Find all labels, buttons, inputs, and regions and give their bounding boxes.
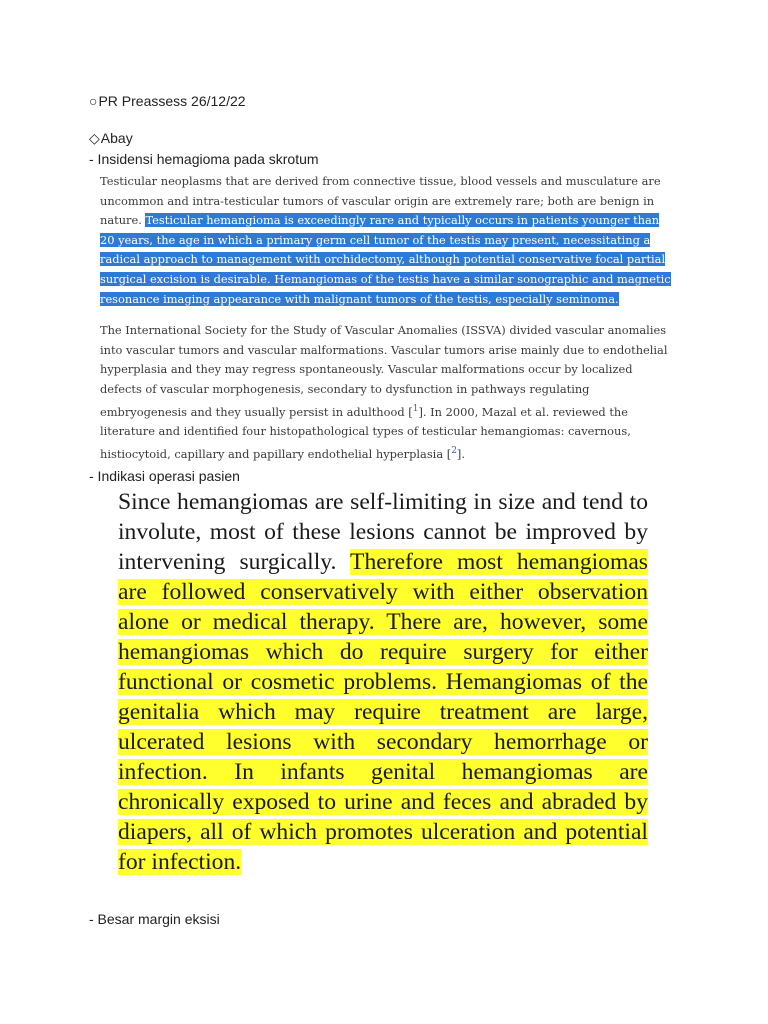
section-incidence: - Insidensi hemagioma pada skrotum — [89, 151, 319, 167]
author-name: Abay — [100, 130, 133, 146]
excerpt1-paragraph-1 — [100, 172, 675, 309]
author-line — [89, 130, 133, 147]
reference-1: 1 — [412, 403, 419, 414]
excerpt2-highlighted-text: Therefore most hemangiomas are followed conservatively with either observation alone or medical therapy. There are, however, some hemangiomas which do require surgery for either functional or cosmetic problems. Hemangiomas of the genitalia which may require treatment are large, ulcerated lesions with secondary hemorrhage or infection. In infants genital hemangiomas are chronically exposed to urine and feces and abraded by diapers, all of which promotes ulceration and potential for infection. — [118, 549, 648, 875]
excerpt1-paragraph-2 — [100, 321, 675, 464]
section-margin: - Besar margin eksisi — [89, 911, 220, 927]
excerpt1-plain-text: Testicular neoplasms that are derived from connective tissue, blood vessels and musculature are uncommon and intra-testicular tumors of vascular origin are extremely rare; both are benign in nature. — [100, 174, 661, 228]
page-title — [89, 93, 246, 109]
excerpt1-text-part-2: ]. In 2000, Mazal et al. reviewed the literature and identified four histopathological types of testicular hemangiomas: cavernous, histiocytoid, capillary and papillary endothelial hyperplasia [ — [100, 404, 631, 461]
excerpt-testicular-hemangioma — [100, 172, 675, 476]
reference-2: 2 — [451, 445, 457, 456]
excerpt-hemangioma-treatment — [118, 487, 648, 877]
section-indication: - Indikasi operasi pasien — [89, 468, 240, 484]
diamond-bullet-icon: ◇ — [89, 130, 100, 146]
excerpt1-text-part-3: ]. — [456, 446, 465, 461]
title-text: PR Preassess 26/12/22 — [98, 93, 246, 109]
circle-bullet-icon: ○ — [89, 93, 98, 109]
excerpt1-text-part-1: The International Society for the Study of Vascular Anomalies (ISSVA) divided vascular anomalies into vascular tumors and vascular malformations. Vascular tumors arise mainly due to endothelial hyperplasia and they may regress spontaneously. Vascular malformations occur by localized defects of vascular morphogenesis, secondary to dysfunction in pathways regulating embryogenesis and they usually persist in adulthood [ — [100, 323, 668, 419]
excerpt2-plain-text: Since hemangiomas are self-limiting in size and tend to involute, most of these lesions cannot be improved by intervening surgically. — [118, 489, 648, 575]
excerpt1-highlighted-text: Testicular hemangioma is exceedingly rare and typically occurs in patients younger than 20 years, the age in which a primary germ cell tumor of the testis may present, necessitating a radical approach to management with orchidectomy, although potential conservative focal partial surgical excision is desirable. Hemangiomas of the testis have a similar sonographic and magnetic resonance imaging appearance with malignant tumors of the testis, especially seminoma. — [100, 213, 671, 306]
